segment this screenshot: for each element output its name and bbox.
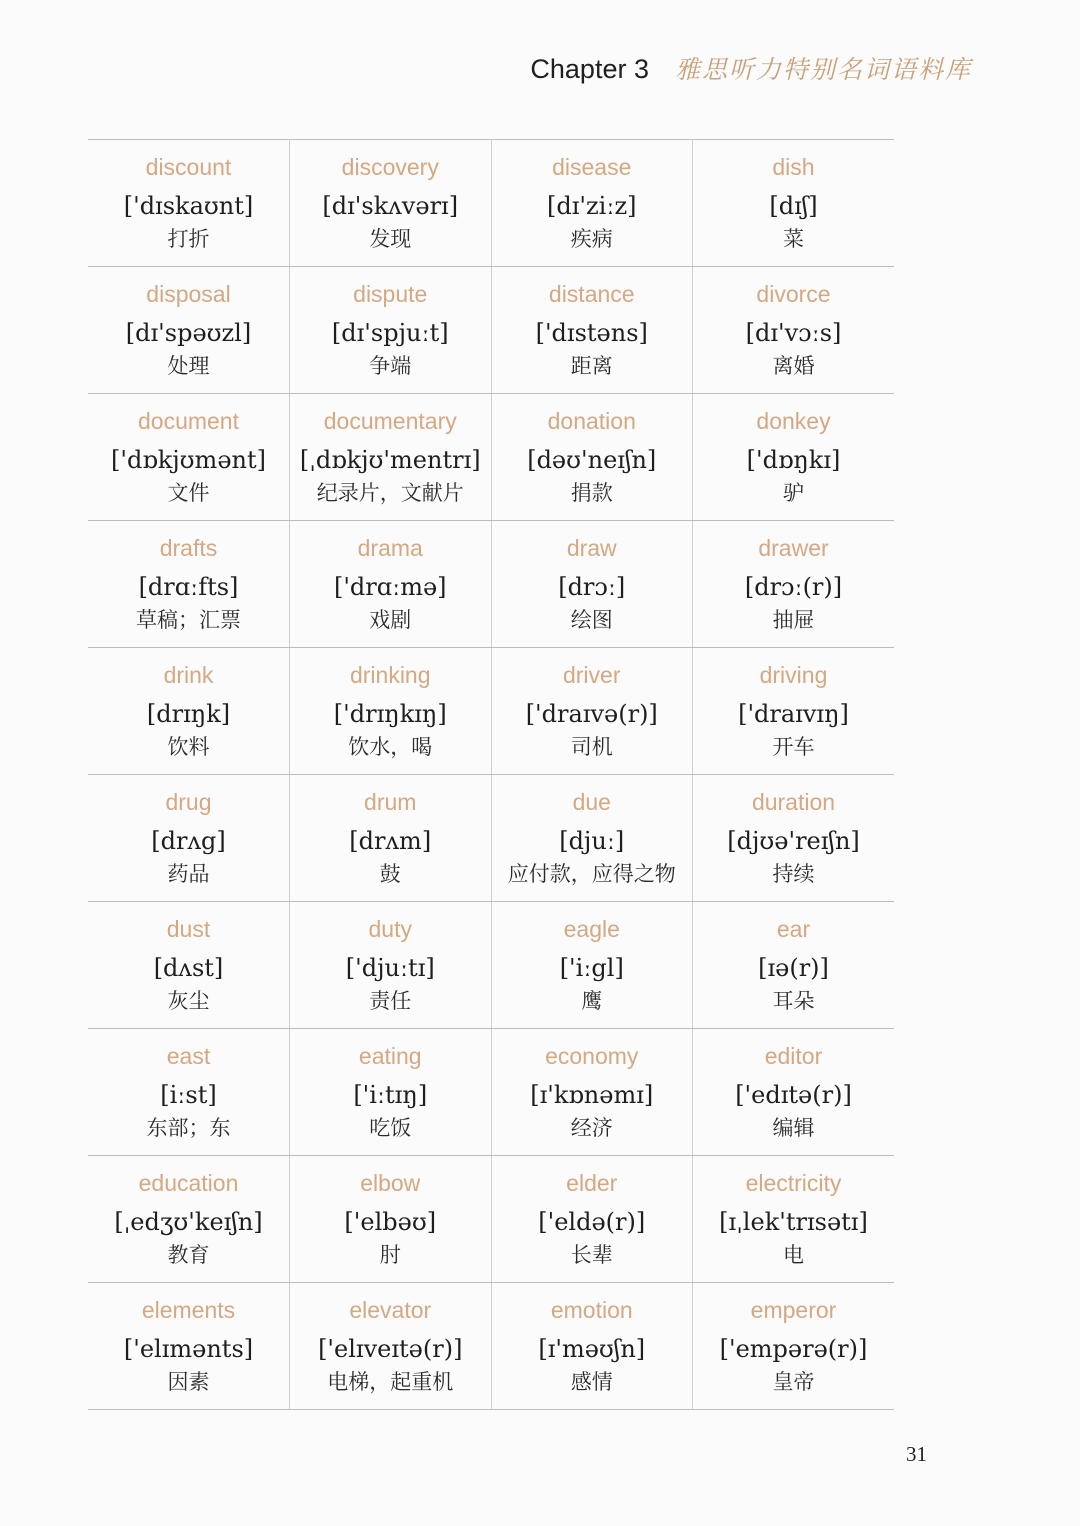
- vocab-meaning: 开车: [772, 735, 815, 759]
- vocab-phonetic: [dɪ'ziːz]: [547, 192, 637, 220]
- table-row: [88, 1156, 894, 1283]
- vocab-phonetic: [drɔː]: [558, 573, 626, 601]
- vocab-word: due: [572, 789, 611, 815]
- vocab-meaning: 因素: [167, 1370, 210, 1394]
- vocab-entry: [88, 267, 290, 394]
- vocab-phonetic: ['eldə(r)]: [538, 1208, 646, 1236]
- vocab-entry: [88, 140, 290, 267]
- vocab-word: eagle: [563, 916, 620, 942]
- vocab-word: elevator: [349, 1297, 432, 1323]
- vocab-meaning: 争端: [369, 354, 412, 378]
- vocab-entry: [88, 1029, 290, 1156]
- vocab-word: drinking: [349, 662, 431, 688]
- vocab-entry: [491, 267, 693, 394]
- vocab-phonetic: [dəʊ'neɪʃn]: [527, 446, 657, 474]
- vocab-phonetic: [dɪʃ]: [769, 192, 818, 220]
- table-row: [88, 1029, 894, 1156]
- vocab-word: dish: [772, 154, 815, 180]
- vocab-meaning: 吃饭: [369, 1116, 412, 1140]
- page-number: 31: [906, 1442, 927, 1466]
- vocab-phonetic: ['iːtɪŋ]: [353, 1081, 428, 1109]
- vocab-entry: [88, 902, 290, 1029]
- vocab-word: driver: [562, 662, 621, 688]
- vocab-entry: [88, 648, 290, 775]
- vocab-meaning: 耳朵: [772, 989, 815, 1013]
- vocab-entry: [693, 140, 895, 267]
- vocab-meaning: 纪录片，文献片: [316, 481, 464, 505]
- vocab-entry: [491, 1029, 693, 1156]
- vocab-entry: [491, 521, 693, 648]
- vocab-phonetic: ['iːgl]: [559, 954, 624, 982]
- vocab-entry: [290, 902, 492, 1029]
- table-row: [88, 775, 894, 902]
- vocab-meaning: 电: [783, 1243, 804, 1267]
- vocab-meaning: 教育: [167, 1243, 210, 1267]
- vocab-entry: [491, 1283, 693, 1410]
- vocab-meaning: 发现: [369, 227, 412, 251]
- vocab-phonetic: [dɪ'vɔːs]: [745, 319, 842, 347]
- vocab-word: donkey: [756, 408, 831, 434]
- vocab-word: dispute: [353, 281, 428, 307]
- vocab-phonetic: [dʌst]: [153, 954, 224, 982]
- vocab-phonetic: ['dɒŋkɪ]: [746, 446, 841, 474]
- vocab-meaning: 灰尘: [167, 989, 210, 1013]
- vocab-word: ear: [776, 916, 811, 942]
- vocab-word: elements: [141, 1297, 236, 1323]
- vocab-phonetic: [drɪŋk]: [146, 700, 231, 728]
- vocab-entry: [290, 648, 492, 775]
- vocab-meaning: 离婚: [772, 354, 815, 378]
- vocab-entry: [491, 394, 693, 521]
- vocabulary-table: [88, 139, 894, 1410]
- vocab-word: drug: [165, 789, 212, 815]
- vocab-phonetic: ['drɪŋkɪŋ]: [333, 700, 447, 728]
- vocab-entry: [88, 521, 290, 648]
- chapter-label: Chapter 3: [530, 54, 649, 84]
- vocab-entry: [491, 140, 693, 267]
- vocab-meaning: 持续: [772, 862, 815, 886]
- vocab-phonetic: ['elbəʊ]: [344, 1208, 437, 1236]
- vocab-phonetic: [iːst]: [160, 1081, 217, 1109]
- vocab-meaning: 应付款，应得之物: [507, 862, 676, 886]
- vocab-entry: [693, 1283, 895, 1410]
- vocab-meaning: 责任: [369, 989, 412, 1013]
- vocab-meaning: 文件: [167, 481, 210, 505]
- vocab-meaning: 饮水，喝: [348, 735, 433, 759]
- vocab-phonetic: [ˌedʒʊ'keɪʃn]: [114, 1208, 263, 1236]
- vocab-word: document: [137, 408, 239, 434]
- vocab-entry: [290, 1156, 492, 1283]
- vocab-meaning: 电梯，起重机: [327, 1370, 454, 1394]
- vocab-entry: [290, 1029, 492, 1156]
- vocab-meaning: 经济: [570, 1116, 613, 1140]
- vocab-word: duration: [751, 789, 836, 815]
- vocab-phonetic: ['draɪvə(r)]: [525, 700, 658, 728]
- vocab-word: discount: [145, 154, 232, 180]
- vocab-meaning: 距离: [570, 354, 613, 378]
- vocab-meaning: 东部；东: [146, 1116, 231, 1140]
- vocab-word: elder: [566, 1170, 618, 1196]
- vocab-word: editor: [764, 1043, 823, 1069]
- vocab-entry: [290, 140, 492, 267]
- vocab-entry: [491, 902, 693, 1029]
- vocab-entry: [491, 1156, 693, 1283]
- vocab-meaning: 药品: [167, 862, 210, 886]
- vocab-entry: [88, 775, 290, 902]
- vocab-phonetic: ['elɪveɪtə(r)]: [318, 1335, 463, 1363]
- vocab-phonetic: ['dɪskaʊnt]: [123, 192, 254, 220]
- vocab-word: drama: [357, 535, 423, 561]
- vocab-phonetic: ['edɪtə(r)]: [735, 1081, 852, 1109]
- vocab-word: driving: [759, 662, 828, 688]
- page-header: [530, 50, 972, 86]
- vocab-entry: [88, 1283, 290, 1410]
- vocab-entry: [693, 521, 895, 648]
- vocab-entry: [693, 1029, 895, 1156]
- table-row: [88, 521, 894, 648]
- vocab-word: east: [166, 1043, 211, 1069]
- vocab-phonetic: ['draɪvɪŋ]: [738, 700, 849, 728]
- table-row: [88, 140, 894, 267]
- vocab-meaning: 司机: [570, 735, 613, 759]
- vocab-phonetic: ['drɑːmə]: [333, 573, 447, 601]
- vocab-meaning: 抽屉: [772, 608, 815, 632]
- vocab-phonetic: [djuː]: [559, 827, 625, 855]
- vocab-phonetic: [ɪˌlek'trɪsətɪ]: [719, 1208, 868, 1236]
- vocab-phonetic: [djʊə'reɪʃn]: [727, 827, 860, 855]
- table-row: [88, 394, 894, 521]
- vocab-meaning: 草稿；汇票: [136, 608, 241, 632]
- vocab-word: divorce: [756, 281, 831, 307]
- vocab-entry: [693, 648, 895, 775]
- vocab-phonetic: [drʌm]: [349, 827, 432, 855]
- vocab-phonetic: ['dɪstəns]: [535, 319, 648, 347]
- vocab-word: documentary: [323, 408, 457, 434]
- vocab-word: emperor: [750, 1297, 837, 1323]
- vocab-meaning: 编辑: [772, 1116, 815, 1140]
- vocab-word: economy: [545, 1043, 639, 1069]
- vocab-meaning: 菜: [783, 227, 804, 251]
- vocab-word: emotion: [550, 1297, 633, 1323]
- vocab-entry: [290, 775, 492, 902]
- vocab-phonetic: [ɪ'məʊʃn]: [538, 1335, 646, 1363]
- vocab-entry: [290, 394, 492, 521]
- vocab-word: drink: [163, 662, 214, 688]
- vocab-entry: [290, 1283, 492, 1410]
- vocab-entry: [693, 1156, 895, 1283]
- vocab-word: electricity: [745, 1170, 842, 1196]
- vocab-meaning: 感情: [570, 1370, 613, 1394]
- vocab-meaning: 肘: [379, 1243, 401, 1267]
- table-row: [88, 648, 894, 775]
- vocab-word: discovery: [341, 154, 439, 180]
- vocab-meaning: 鼓: [379, 862, 401, 886]
- vocab-word: eating: [358, 1043, 422, 1069]
- vocab-phonetic: [dɪ'spəʊzl]: [125, 319, 252, 347]
- vocab-entry: [88, 1156, 290, 1283]
- vocab-word: donation: [547, 408, 636, 434]
- vocab-word: disposal: [146, 281, 231, 307]
- vocab-phonetic: [dɪ'skʌvərɪ]: [322, 192, 459, 220]
- vocab-entry: [491, 775, 693, 902]
- vocab-word: elbow: [360, 1170, 421, 1196]
- vocab-meaning: 饮料: [167, 735, 210, 759]
- vocab-entry: [693, 267, 895, 394]
- vocab-word: distance: [548, 281, 635, 307]
- vocab-phonetic: [dɪ'spjuːt]: [331, 319, 449, 347]
- vocab-meaning: 鹰: [581, 989, 603, 1013]
- vocab-entry: [693, 394, 895, 521]
- table-row: [88, 267, 894, 394]
- vocab-meaning: 处理: [167, 354, 210, 378]
- vocab-meaning: 皇帝: [772, 1370, 815, 1394]
- vocab-entry: [88, 394, 290, 521]
- vocab-word: education: [138, 1170, 239, 1196]
- vocab-meaning: 驴: [783, 481, 804, 505]
- vocab-phonetic: [drɑːfts]: [138, 573, 239, 601]
- vocab-meaning: 捐款: [570, 481, 613, 505]
- table-row: [88, 902, 894, 1029]
- vocab-entry: [693, 902, 895, 1029]
- vocab-phonetic: ['dɒkjʊmənt]: [111, 446, 266, 474]
- vocab-phonetic: ['djuːtɪ]: [345, 954, 435, 982]
- chapter-subtitle: 雅思听力特别名词语料库: [674, 55, 972, 84]
- vocab-meaning: 绘图: [570, 608, 613, 632]
- vocab-phonetic: [ɪ'kɒnəmɪ]: [530, 1081, 654, 1109]
- vocab-phonetic: ['empərə(r)]: [719, 1335, 868, 1363]
- vocab-word: disease: [552, 154, 632, 180]
- vocab-meaning: 长辈: [570, 1243, 613, 1267]
- vocab-phonetic: [ˌdɒkjʊ'mentrɪ]: [299, 446, 481, 474]
- vocab-word: drum: [364, 789, 417, 815]
- vocab-word: drafts: [159, 535, 218, 561]
- vocab-word: draw: [566, 535, 617, 561]
- vocab-phonetic: ['elɪmənts]: [123, 1335, 254, 1363]
- table-row: [88, 1283, 894, 1410]
- vocab-word: drawer: [758, 535, 829, 561]
- vocab-entry: [693, 775, 895, 902]
- vocab-phonetic: [drʌg]: [151, 827, 226, 855]
- vocab-phonetic: [ɪə(r)]: [758, 954, 829, 982]
- vocab-entry: [491, 648, 693, 775]
- vocab-entry: [290, 267, 492, 394]
- vocab-word: dust: [166, 916, 211, 942]
- vocab-phonetic: [drɔː(r)]: [744, 573, 843, 601]
- vocab-entry: [290, 521, 492, 648]
- vocab-word: duty: [368, 916, 412, 942]
- vocab-meaning: 疾病: [570, 227, 613, 251]
- vocab-meaning: 打折: [167, 227, 210, 251]
- vocab-meaning: 戏剧: [369, 608, 412, 632]
